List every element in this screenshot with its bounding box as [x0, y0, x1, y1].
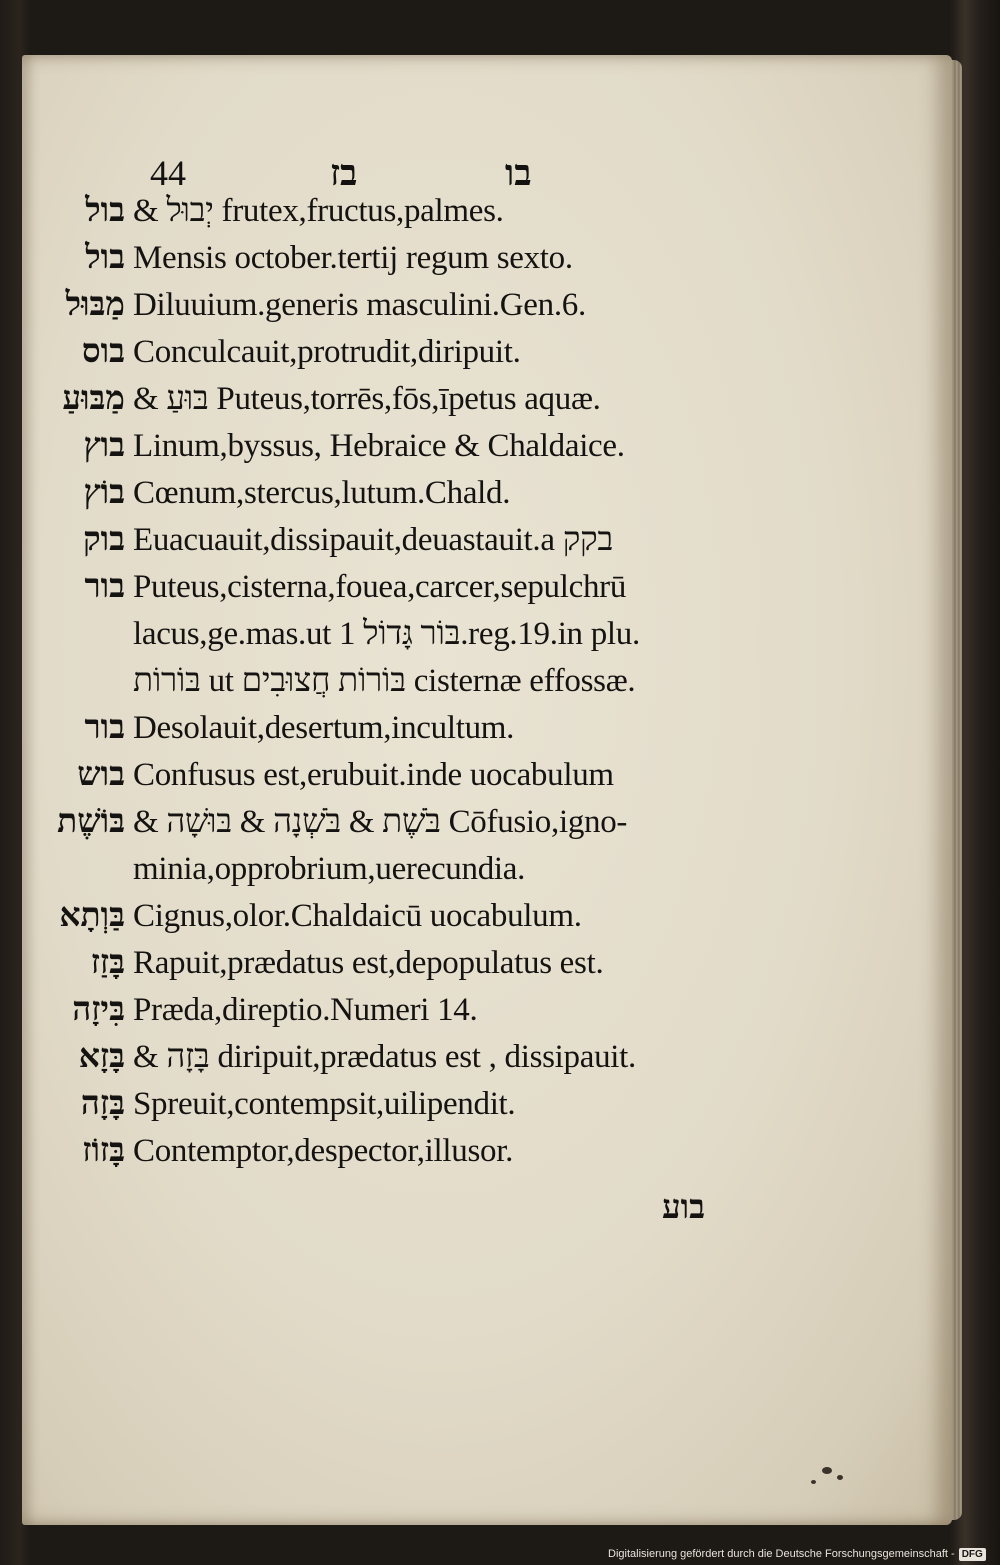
entry [0, 287, 1000, 334]
entry-definition: minia,opprobrium,uerecundia. [133, 851, 526, 887]
dfg-logo[interactable]: DFG [959, 1548, 986, 1561]
entry [0, 1086, 1000, 1133]
entry-definition: Rapuit,prædatus est,depopulatus est. [133, 945, 604, 981]
entry [0, 240, 1000, 287]
entry [0, 945, 1000, 992]
entry-definition: Puteus,cisterna,fouea,carcer,sepulchrū [133, 569, 627, 605]
entry-headword: בָּזָה [80, 1086, 125, 1122]
dictionary-entries [0, 193, 1000, 1180]
entry-definition: בּוֹרוֹת ut בּוֹרוֹת חֲצוּבִים cisternæ effossæ. [133, 663, 636, 699]
entry [0, 569, 1000, 616]
page-number: 44 [150, 153, 186, 193]
entry-definition: Cignus,olor.Chaldaicū uocabulum. [133, 898, 582, 934]
entry-definition: & בּוּעַ Puteus,torrēs,fōs,īpetus aquæ. [133, 381, 601, 417]
entry-headword: בור [84, 710, 125, 746]
entry-definition: Confusus est,erubuit.inde uocabulum [133, 757, 614, 793]
entry-definition: Diluuium.generis masculini.Gen.6. [133, 287, 586, 323]
entry-headword: בור [84, 569, 125, 605]
running-head-left: בז [330, 153, 358, 193]
entry-headword: בוֹץ [83, 475, 125, 511]
entry [0, 898, 1000, 945]
running-header [150, 152, 590, 198]
digitization-credit [608, 1545, 986, 1563]
running-head-right: בו [505, 153, 532, 193]
entry-definition: Spreuit,contempsit,uilipendit. [133, 1086, 516, 1122]
entry-definition: & בָּזָה diripuit,prædatus est , dissipauit. [133, 1039, 636, 1075]
entry-definition: Mensis october.tertij regum sexto. [133, 240, 573, 276]
entry-headword: בָּזוֹז [82, 1133, 125, 1169]
entry-headword: בִּיזָה [72, 992, 125, 1028]
catchword: בוע [662, 1190, 706, 1226]
entry [0, 381, 1000, 428]
entry-headword: בול [85, 193, 125, 229]
entry [0, 522, 1000, 569]
entry [0, 428, 1000, 475]
entry-definition: Præda,direptio.Numeri 14. [133, 992, 478, 1028]
entry-continuation [0, 851, 1000, 898]
entry-continuation [0, 616, 1000, 663]
entry [0, 475, 1000, 522]
entry-headword: בוס [81, 334, 125, 370]
entry-headword: בָּזַז [90, 945, 125, 981]
entry-definition: Contemptor,despector,illusor. [133, 1133, 514, 1169]
entry-headword: בָּזָא [78, 1039, 125, 1075]
entry-continuation [0, 663, 1000, 710]
entry-headword: בוק [82, 522, 125, 558]
entry [0, 710, 1000, 757]
entry-headword: מַבּוּעַ [62, 381, 125, 417]
entry [0, 334, 1000, 381]
entry-headword: מַבּוּל [65, 287, 125, 323]
entry-definition: Euacuauit,dissipauit,deuastauit.a בקק [133, 522, 614, 558]
entry [0, 193, 1000, 240]
entry-definition: Conculcauit,protrudit,diripuit. [133, 334, 521, 370]
entry [0, 757, 1000, 804]
entry-headword: בול [85, 240, 125, 276]
credit-text: Digitalisierung gefördert durch die Deutsche Forschungsgemeinschaft - [608, 1548, 955, 1560]
entry-headword: בוץ [83, 428, 125, 464]
paper-speck [811, 1480, 816, 1484]
entry-headword: בוש [77, 757, 125, 793]
entry [0, 1133, 1000, 1180]
entry-headword: בַּוְתָא [59, 898, 125, 934]
entry-definition: & בֹּשֶׁת & בֹּשְׁנָה & בּוּשָׁה Cōfusio,igno- [133, 804, 628, 840]
entry-definition: Linum,byssus, Hebraice & Chaldaice. [133, 428, 625, 464]
entry-definition: Cœnum,stercus,lutum.Chald. [133, 475, 511, 511]
entry-headword: בּוֹשֶׁת [57, 804, 125, 840]
paper-speck [837, 1475, 843, 1480]
paper-speck [822, 1467, 832, 1474]
entry [0, 992, 1000, 1039]
entry-definition: lacus,ge.mas.ut בּוֹר גָּדוֹל 1.reg.19.in plu. [133, 616, 640, 652]
entry [0, 804, 1000, 851]
entry [0, 1039, 1000, 1086]
entry-definition: & יְבוּל frutex,fructus,palmes. [133, 193, 504, 229]
entry-definition: Desolauit,desertum,incultum. [133, 710, 515, 746]
